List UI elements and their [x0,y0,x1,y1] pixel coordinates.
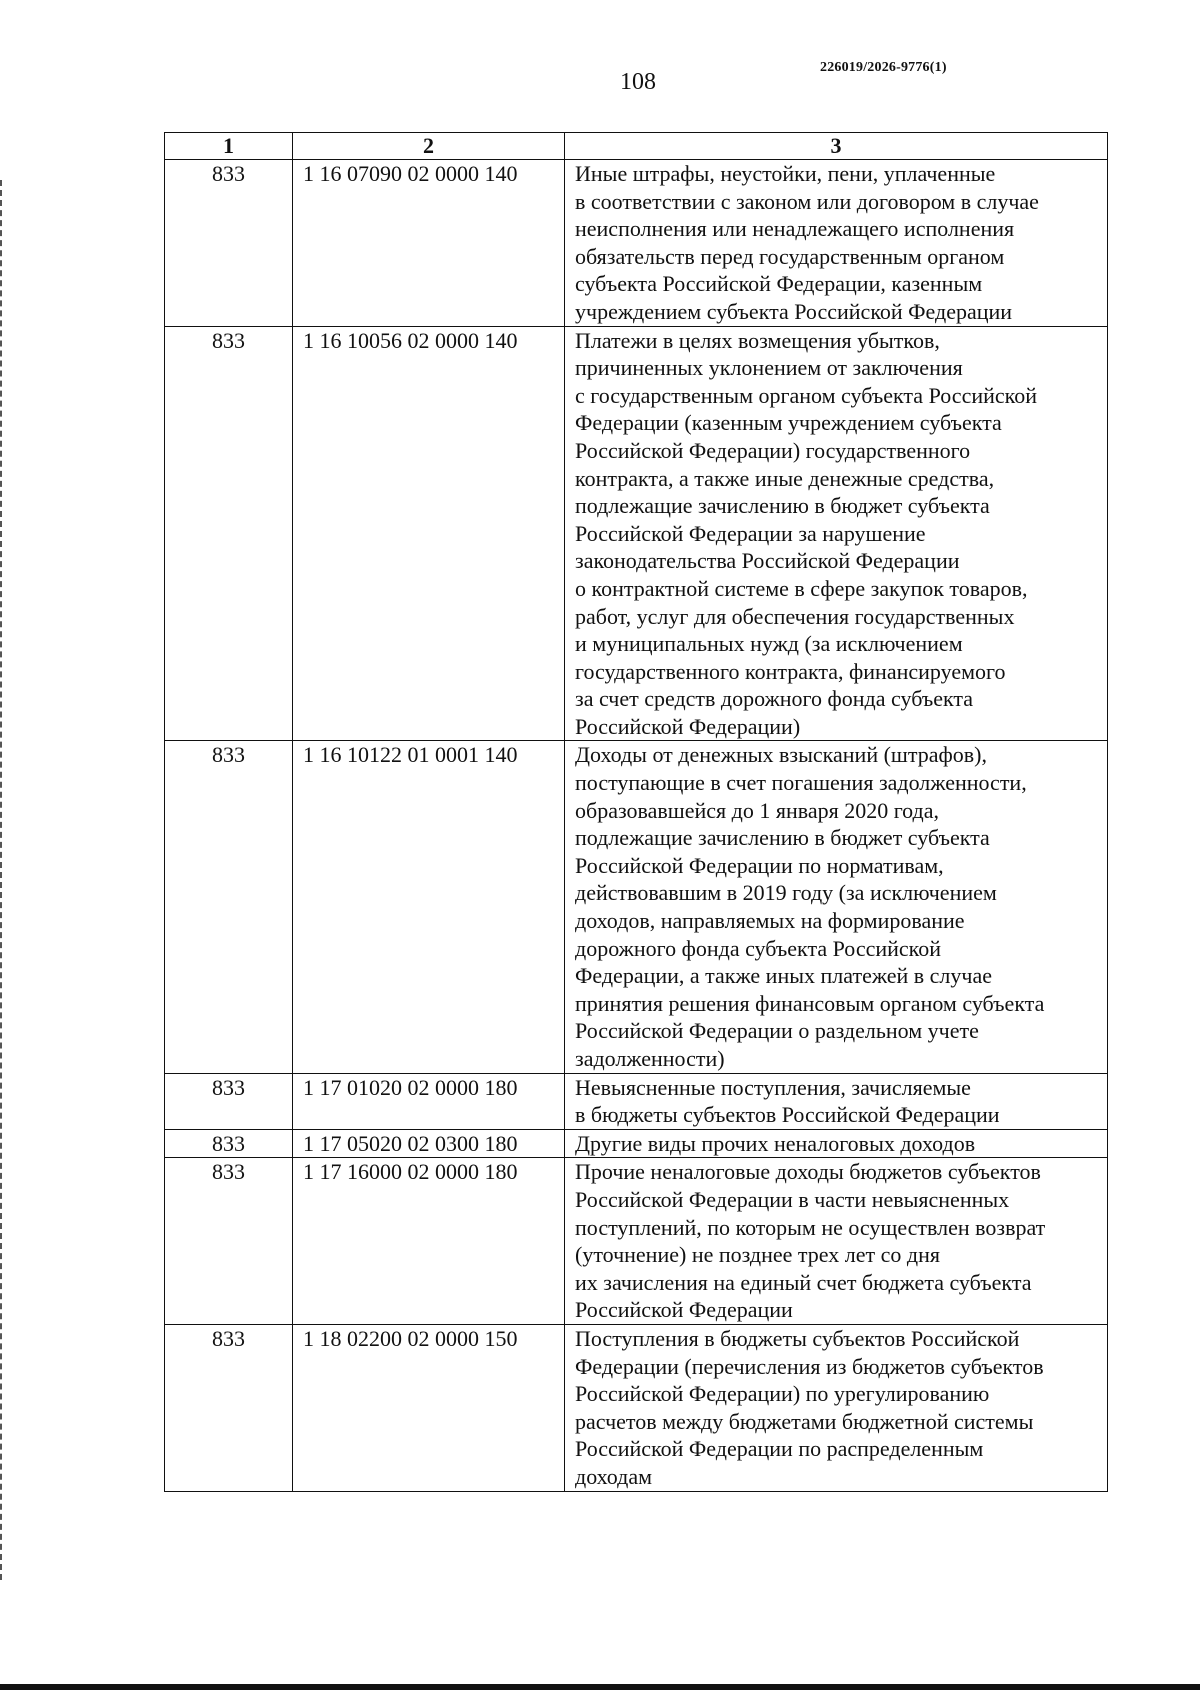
admin-code-cell: 833 [165,326,293,741]
description-line: доходам [575,1463,653,1489]
description-line: их зачисления на единый счет бюджета субъекта [575,1269,1032,1295]
description-line: Российской Федерации по распределенным [575,1436,984,1462]
description-line: и муниципальных нужд (за исключением [575,631,963,657]
description-line: в бюджеты субъектов Российской Федерации [575,1102,1000,1128]
budget-classification-code-cell: 1 16 10122 01 0001 140 [293,741,565,1073]
revenue-description-cell [565,326,1108,741]
admin-code-cell: 833 [165,1129,293,1158]
description-line: о контрактной системе в сфере закупок товаров, [575,575,1028,601]
description-line: подлежащие зачислению в бюджет субъекта [575,825,990,851]
description-line: с государственным органом субъекта Российской [575,382,1037,408]
table-header-row [165,133,1108,160]
description-line: Поступления в бюджеты субъектов Российской [575,1325,1020,1351]
description-line: обязательств перед государственным органом [575,243,1005,269]
table-row [165,1129,1108,1158]
description-line: учреждением субъекта Российской Федерации [575,298,1013,324]
scan-bottom-edge [0,1684,1200,1690]
revenue-description-cell [565,1324,1108,1491]
table-body [165,160,1108,1492]
revenue-codes-table [164,132,1108,1492]
description-line: Платежи в целях возмещения убытков, [575,327,940,353]
description-line: подлежащие зачислению в бюджет субъекта [575,493,990,519]
description-line: причиненных уклонением от заключения [575,355,963,381]
budget-classification-code-cell: 1 17 01020 02 0000 180 [293,1073,565,1129]
revenue-description-cell [565,160,1108,327]
description-line: действовавшим в 2019 году (за исключением [575,880,997,906]
description-line: государственного контракта, финансируемого [575,658,1006,684]
description-line: дорожного фонда субъекта Российской [575,935,942,961]
table-row [165,160,1108,327]
admin-code-cell: 833 [165,741,293,1073]
description-line: образовавшейся до 1 января 2020 года, [575,797,939,823]
description-line: Прочие неналоговые доходы бюджетов субъектов [575,1159,1041,1185]
description-line: Российской Федерации) [575,713,801,739]
description-line: Российской Федерации [575,1297,793,1323]
description-line: Российской Федерации по нормативам, [575,852,944,878]
description-line: Российской Федерации за нарушение [575,520,926,546]
revenue-description-cell [565,1073,1108,1129]
column-header-1: 1 [165,133,293,160]
description-line: законодательства Российской Федерации [575,548,960,574]
description-line: доходов, направляемых на формирование [575,908,965,934]
budget-classification-code-cell: 1 17 05020 02 0300 180 [293,1129,565,1158]
revenue-description-cell [565,1129,1108,1158]
table-row [165,1324,1108,1491]
description-line: субъекта Российской Федерации, казенным [575,271,983,297]
description-line: расчетов между бюджетами бюджетной системы [575,1408,1034,1434]
description-line: в соответствии с законом или договором в случае [575,188,1039,214]
description-line: поступающие в счет погашения задолженности, [575,770,1027,796]
description-line: Федерации (перечисления из бюджетов субъектов [575,1353,1044,1379]
budget-classification-code-cell: 1 18 02200 02 0000 150 [293,1324,565,1491]
admin-code-cell: 833 [165,1158,293,1325]
description-line: контракта, а также иные денежные средства, [575,465,995,491]
revenue-description-cell [565,1158,1108,1325]
description-line: Федерации (казенным учреждением субъекта [575,410,1002,436]
table-row [165,741,1108,1073]
description-line: Иные штрафы, неустойки, пени, уплаченные [575,161,996,186]
admin-code-cell: 833 [165,1324,293,1491]
description-line: неисполнения или ненадлежащего исполнения [575,216,1015,242]
description-line: работ, услуг для обеспечения государственных [575,603,1015,629]
description-line: Невыясненные поступления, зачисляемые [575,1074,971,1100]
revenue-description-cell [565,741,1108,1073]
page-number: 108 [620,69,656,95]
description-line: Другие виды прочих неналоговых доходов [575,1130,976,1156]
scan-left-edge [0,180,5,1580]
table-row [165,326,1108,741]
description-line: Федерации, а также иных платежей в случае [575,963,993,989]
description-line: принятия решения финансовым органом субъекта [575,990,1045,1016]
description-line: Российской Федерации) по урегулированию [575,1381,990,1407]
column-header-2: 2 [293,133,565,160]
budget-classification-code-cell: 1 17 16000 02 0000 180 [293,1158,565,1325]
description-line: Доходы от денежных взысканий (штрафов), [575,742,987,768]
description-line: Российской Федерации в части невыясненных [575,1186,1010,1212]
table-row [165,1073,1108,1129]
column-header-3: 3 [565,133,1108,160]
document-id: 226019/2026-9776(1) [820,60,947,75]
budget-classification-code-cell: 1 16 07090 02 0000 140 [293,160,565,327]
admin-code-cell: 833 [165,1073,293,1129]
table-row [165,1158,1108,1325]
description-line: Российской Федерации о раздельном учете [575,1018,979,1044]
description-line: Российской Федерации) государственного [575,437,971,463]
admin-code-cell: 833 [165,160,293,327]
budget-classification-code-cell: 1 16 10056 02 0000 140 [293,326,565,741]
description-line: за счет средств дорожного фонда субъекта [575,686,974,712]
description-line: поступлений, по которым не осуществлен возврат [575,1214,1046,1240]
description-line: задолженности) [575,1046,725,1071]
description-line: (уточнение) не позднее трех лет со дня [575,1242,940,1268]
